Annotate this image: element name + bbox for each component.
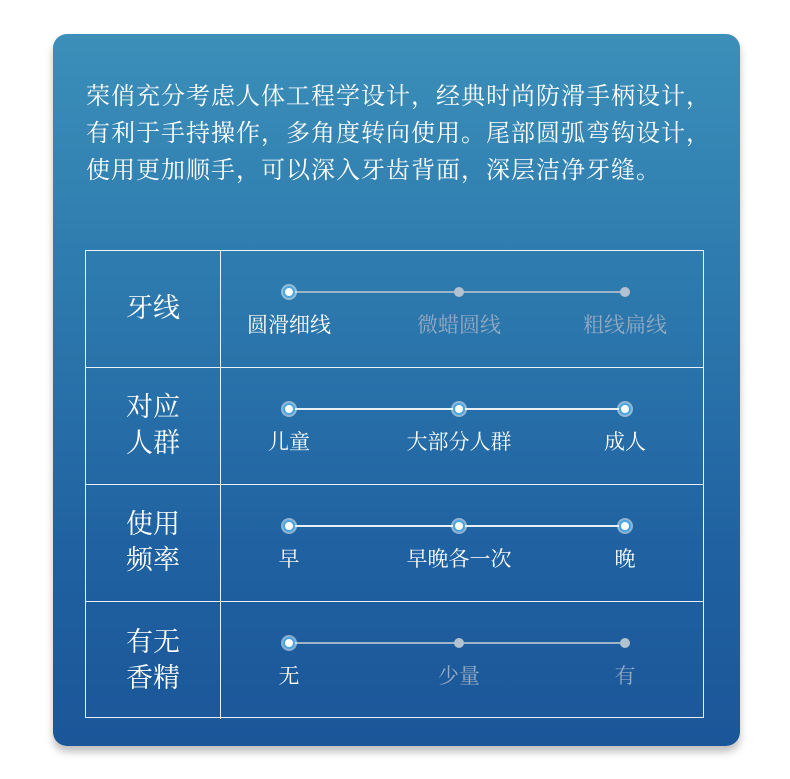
option-label: 早晚各一次 [406, 547, 512, 571]
spec-label: 对应人群 [86, 368, 221, 484]
option-dot [283, 286, 295, 298]
option-label: 圆滑细线 [247, 313, 331, 337]
option-dot [454, 638, 464, 648]
option-dot [283, 637, 295, 649]
option-label: 少量 [438, 664, 480, 688]
option-dot [453, 520, 465, 532]
option-track [289, 291, 625, 293]
option-dot [620, 287, 630, 297]
option-dot [454, 287, 464, 297]
option-track [289, 408, 625, 410]
track-segment [289, 291, 459, 293]
option-label: 成人 [604, 430, 646, 454]
option-track [289, 525, 625, 527]
option-track [289, 642, 625, 644]
spec-label: 有无香精 [86, 602, 221, 719]
track-segment [289, 525, 459, 527]
option-dot [619, 403, 631, 415]
spec-label: 使用频率 [86, 485, 221, 601]
option-dot [453, 403, 465, 415]
spec-table [85, 250, 704, 718]
spec-label: 牙线 [86, 251, 221, 367]
spec-row-audience [86, 368, 703, 485]
intro-text: 荣俏充分考虑人体工程学设计，经典时尚防滑手柄设计，有利于手持操作，多角度转向使用。尾部圆弧弯钩设计，使用更加顺手，可以深入牙齿背面，深层洁净牙缝。 [86, 82, 711, 184]
option-dot [619, 520, 631, 532]
track-segment [289, 642, 459, 644]
spec-row-fragrance [86, 602, 703, 719]
feature-card [53, 34, 740, 746]
track-segment [459, 642, 625, 644]
track-segment [459, 525, 625, 527]
option-label: 早 [278, 547, 300, 571]
option-dot [620, 638, 630, 648]
option-label: 有 [614, 664, 636, 688]
option-label: 无 [278, 664, 300, 688]
option-label: 晚 [614, 547, 636, 571]
track-segment [459, 291, 625, 293]
option-dot [283, 403, 295, 415]
option-label: 粗线扁线 [583, 313, 667, 337]
option-dot [283, 520, 295, 532]
option-label: 微蜡圆线 [417, 313, 501, 337]
track-segment [459, 408, 625, 410]
spec-row-frequency [86, 485, 703, 602]
spec-row-floss [86, 251, 703, 368]
option-label: 儿童 [268, 430, 310, 454]
option-label: 大部分人群 [406, 430, 512, 454]
track-segment [289, 408, 459, 410]
